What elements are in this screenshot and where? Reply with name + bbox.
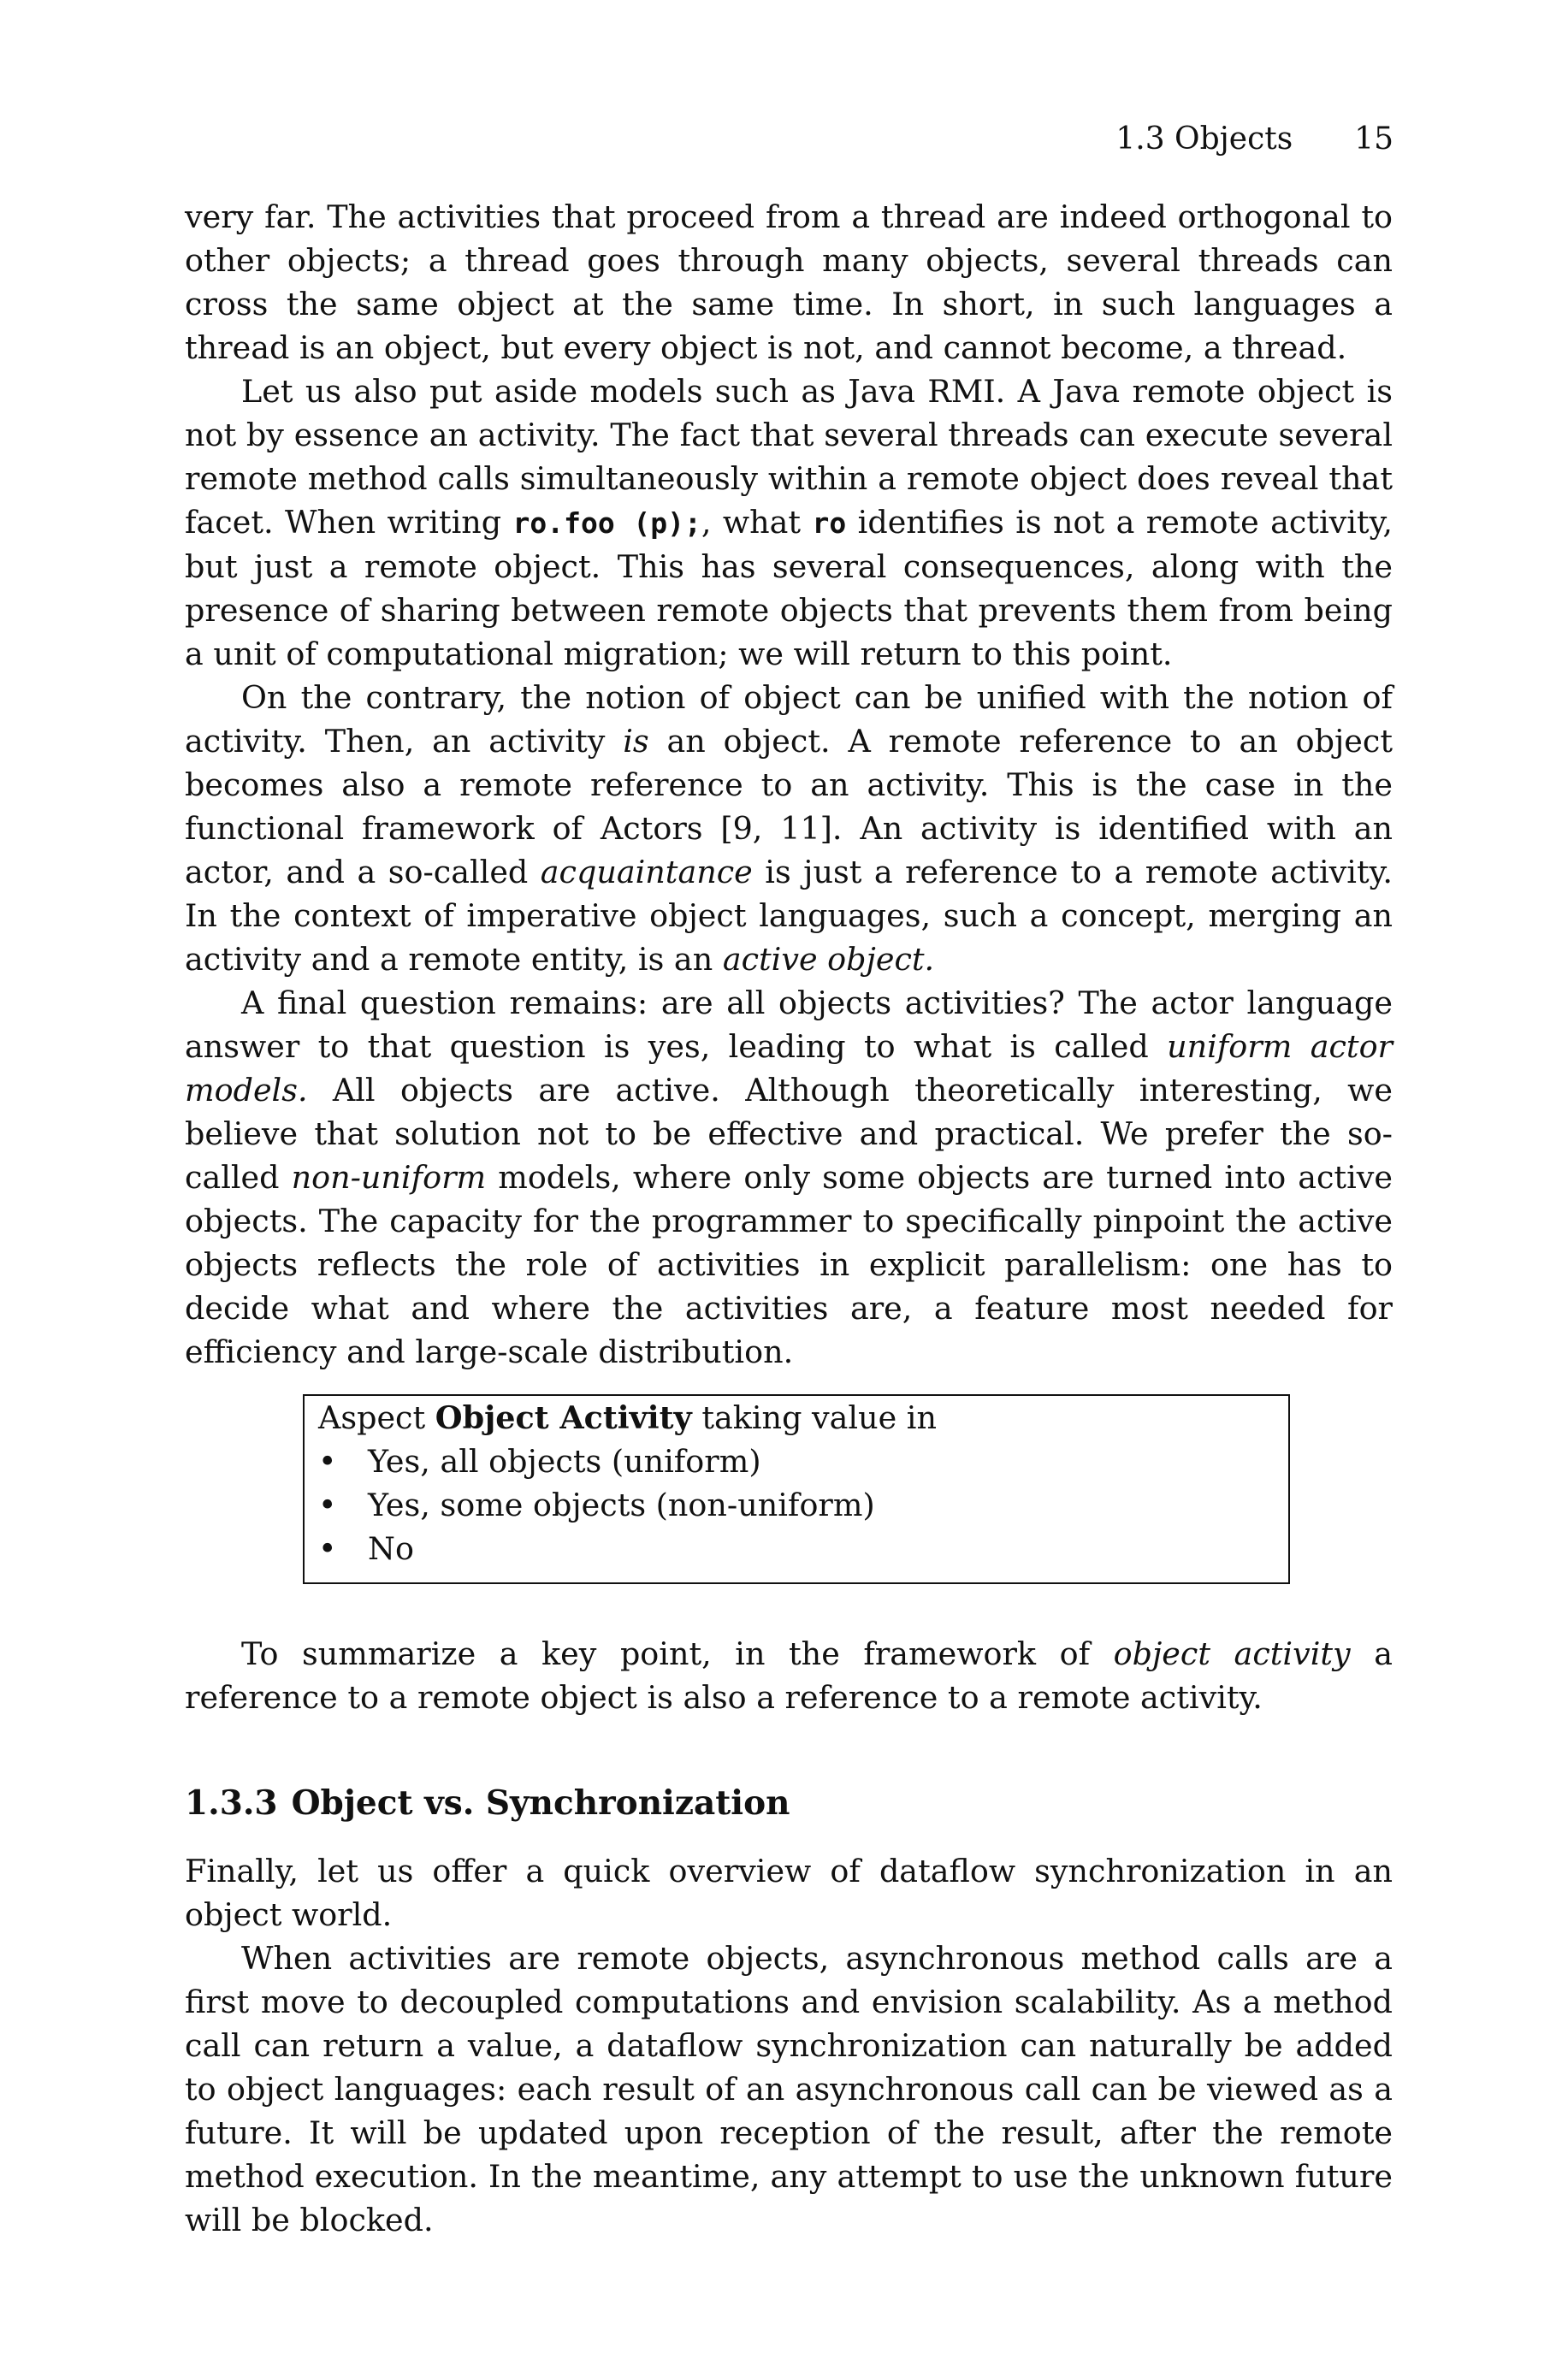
aspect-item: [318, 1440, 1288, 1483]
paragraph-text: To summarize a key point, in the framework of: [241, 1635, 1114, 1672]
paragraph-text: is just a reference to a remote activity. In the context of imperative object languages, such a concept, merging an activity and a remote entity, is an: [185, 854, 1393, 978]
emphasis-active-object: active object.: [722, 941, 935, 978]
paragraph-text: an object. A remote reference to an object becomes also a remote reference to an activity. This is the case in the functional framework of Actors [9, 11]. An activity is identified with an actor, and a so-called: [185, 723, 1393, 890]
emphasis-uniform-actor-models: uniform actor models.: [185, 1028, 1393, 1109]
paragraph-text: Finally, let us offer a quick overview of dataflow synchronization in an object world.: [185, 1853, 1393, 1933]
paragraph-text: , what: [701, 504, 813, 541]
emphasis-non-uniform: non-uniform: [291, 1159, 487, 1196]
emphasis-object-activity: object activity: [1113, 1635, 1351, 1672]
section-title: Object vs. Synchronization: [291, 1783, 790, 1823]
section-number: 1.3.3: [185, 1783, 278, 1823]
aspect-box: [303, 1394, 1290, 1584]
page-body: [185, 195, 1393, 2242]
aspect-title: [318, 1396, 1288, 1440]
header-section-title: 1.3 Objects: [1115, 121, 1293, 157]
paragraph-text: models, where only some objects are turned into active objects. The capacity for the programmer to specifically pinpoint the active objects reflects the role of activities in explicit parallelism: one has to decide what and where the activities are, a feature most needed for efficiency and large-scale distribution.: [185, 1159, 1393, 1370]
paragraph-java-rmi: [185, 370, 1393, 676]
aspect-item: [318, 1483, 1288, 1527]
code-ro-foo: ro.foo (p);: [512, 506, 701, 540]
paragraph-summary: [185, 1632, 1393, 1719]
aspect-item-label: Yes, all objects (uniform): [368, 1443, 761, 1480]
bullet-icon: •: [318, 1443, 337, 1480]
paragraph-futures: [185, 1936, 1393, 2242]
paragraph-text: On the contrary, the notion of object can be unified with the notion of activity. Then, an activity: [185, 679, 1393, 760]
bullet-icon: •: [318, 1530, 337, 1567]
paragraph-text: very far. The activities that proceed from a thread are indeed orthogonal to other objects; a thread goes through many objects, several threads can cross the same object at the same time. In short, in such languages a thread is an object, but every object is not, and cannot become, a thread.: [185, 198, 1393, 366]
paragraph-text: Let us also put aside models such as Java RMI. A Java remote object is not by essence an activity. The fact that several threads can execute several remote method calls simultaneously within a remote object does reveal that facet. When writing: [185, 373, 1393, 541]
bullet-icon: •: [318, 1487, 337, 1523]
paragraph-text: identifies is not a remote activity, but just a remote object. This has several consequences, along with the presence of sharing between remote objects that prevents them from being a unit of computational migration; we will return to this point.: [185, 504, 1393, 672]
paragraph-text: All objects are active. Although theoretically interesting, we believe that solution not to be effective and practical. We prefer the so-called: [185, 1072, 1393, 1196]
paragraph-overview: [185, 1849, 1393, 1936]
paragraph-uniform-models: [185, 981, 1393, 1374]
paragraph-text: When activities are remote objects, asynchronous method calls are a first move to decoupled computations and envision scalability. As a method call can return a value, a dataflow synchronization can naturally be added to object languages: each result of an asynchronous call can be viewed as a future. It will be updated upon reception of the result, after the remote method execution. In the meantime, any attempt to use the unknown future will be blocked.: [185, 1940, 1393, 2238]
aspect-item: [318, 1527, 1288, 1570]
paragraph-continuation: [185, 195, 1393, 370]
aspect-suffix: taking value in: [691, 1399, 937, 1436]
section-heading: [185, 1781, 1393, 1825]
aspect-item-label: Yes, some objects (non-uniform): [368, 1487, 875, 1523]
paragraph-text: A final question remains: are all objects activities? The actor language answer to that question is yes, leading to what is called: [185, 985, 1393, 1065]
aspect-prefix: Aspect: [318, 1399, 435, 1436]
aspect-name: Object Activity: [435, 1399, 692, 1436]
running-header: [1115, 118, 1393, 161]
page-number: 15: [1354, 121, 1393, 157]
paragraph-text: a reference to a remote object is also a reference to a remote activity.: [185, 1635, 1393, 1716]
aspect-item-label: No: [368, 1530, 414, 1567]
paragraph-actors: [185, 676, 1393, 981]
emphasis-is: is: [623, 723, 649, 760]
code-ro: ro: [812, 506, 847, 540]
emphasis-acquaintance: acquaintance: [540, 854, 753, 890]
